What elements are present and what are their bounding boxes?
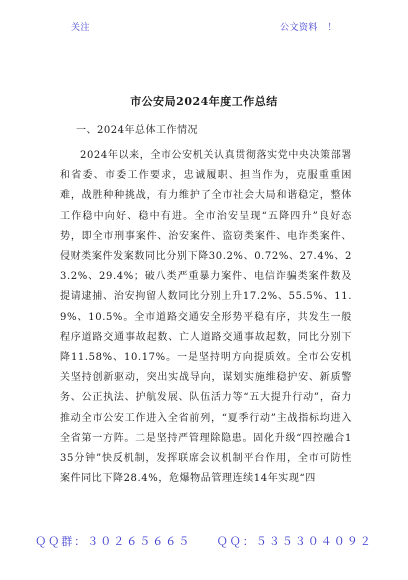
footer-contact — [0, 533, 408, 549]
body-paragraph: 2024年以来，全市公安机关认真贯彻落实党中央决策部署和省委、市委工作要求，忠诚履职、担当作为，克服重重困难，战胜种种挑战，有力维护了全市社会大局和谐稳定，整体工作稳中向好、稳中有进。全市治安呈现“五降四升”良好态势，即全市刑事案件、治安案件、盗窃类案件、电诈类案件、侵财类案件发案数同比分别下降30.2%、0.72%、27.4%、23.2%、29.4%；破八类严重暴力案件、电信诈骗类案件数及提请逮捕、治安拘留人数同比分别上升17.2%、55.5%、11.9%、10.5%。全市道路交通安全形势平稳有序，共发生一般程序道路交通事故起数、亡人道路交通事故起数，同比分别下降11.58%、10.17%。一是坚持明方向提质效。全市公安机关坚持创新驱动，突出实战导向，谋划实施维稳护安、新质警务、公正执法、护航发展、队伍活力等“五大提升行动”，奋力推动全市公安工作进入全省前列，“夏季行动”主战指标均进入全省第一方阵。二是坚持严管理除隐患。固化升级“四控融合135分钟”快反机制，发挥联席会议机制平台作用，全市可防性案件同比下降28.4%，危爆物品管理连续14年实现“四 — [60, 150, 352, 485]
document-title: 市公安局2024年度工作总结 — [130, 95, 278, 108]
section-heading: 一、2024年总体工作情况 — [76, 125, 198, 136]
footer-qq-group: ＱＱ群：３０２６５６６５ — [35, 535, 192, 548]
footer-qq: ＱＱ：５３５３０４０９２ — [216, 535, 373, 548]
header-banner: 关注 公文资料 ！ — [70, 23, 356, 33]
